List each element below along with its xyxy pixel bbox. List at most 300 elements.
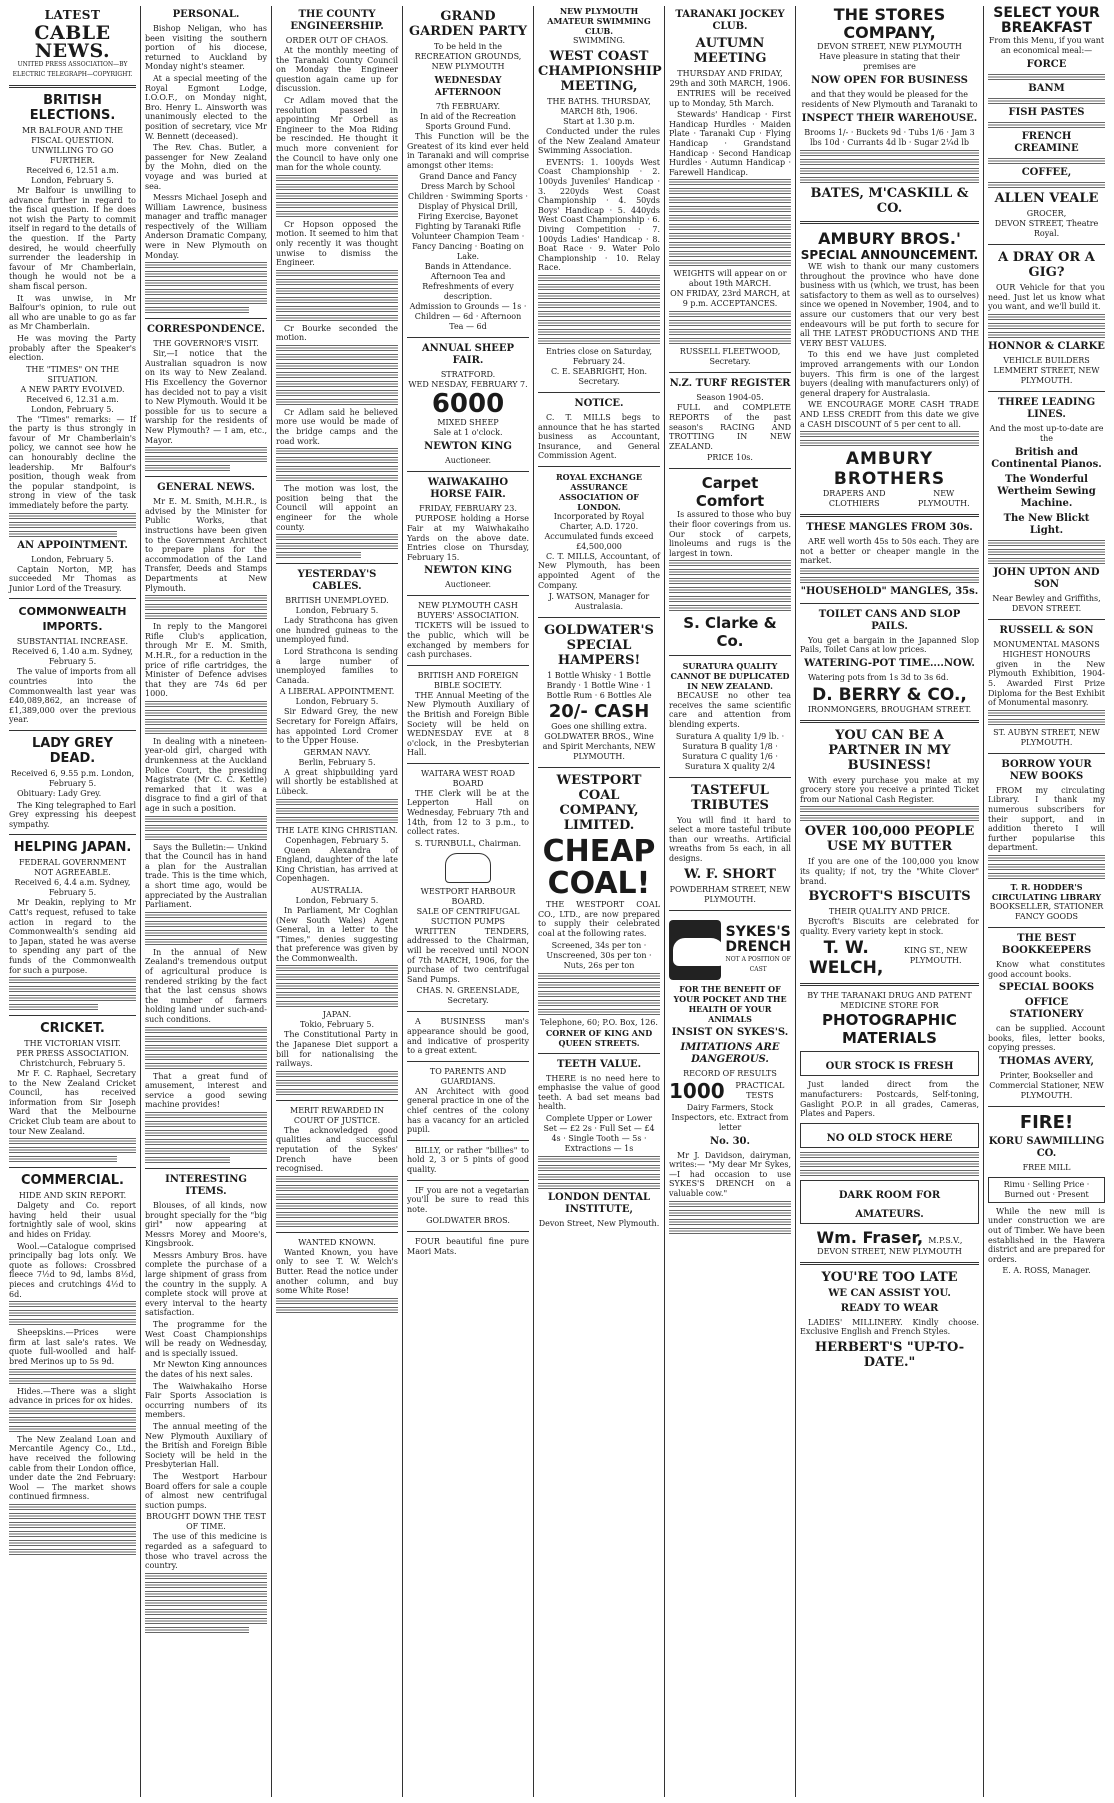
- bates-mccaskill: BATES, M'CASKILL & CO.: [810, 186, 969, 216]
- goldwater-hampers-title: GOLDWATER'S SPECIAL HAMPERS!: [544, 623, 654, 669]
- teeth-title: TEETH VALUE.: [556, 1058, 642, 1070]
- paragraph: Know what constitutes good account books.: [988, 959, 1105, 979]
- stock-fresh-box: [800, 1051, 979, 1076]
- paragraph: THERE is no need here to emphasise the value of good teeth. A bad set means bad health.: [538, 1073, 660, 1112]
- watering-pot-title: WATERING-POT TIME....NOW.: [804, 658, 975, 670]
- veale-sub: GROCER,: [1026, 209, 1067, 218]
- sheep-fair-title: ANNUAL SHEEP FAIR.: [421, 343, 515, 367]
- veale-addr: DEVON STREET, Theatre Royal.: [994, 219, 1099, 238]
- sykes-no: No. 30.: [710, 1135, 750, 1147]
- sykes-insist: INSIST ON SYKES'S.: [671, 1026, 789, 1038]
- column-county-engineership: [273, 6, 401, 1797]
- paragraph: Watering pots from 1s 3d to 3s 6d.: [808, 673, 949, 683]
- paragraph: Cr Bourke seconded the motion.: [276, 323, 398, 343]
- newspaper-page: [6, 6, 1108, 1797]
- heading-general-news: GENERAL NEWS.: [157, 482, 255, 494]
- coal-corner: CORNER OF KING AND QUEEN STREETS.: [545, 1027, 653, 1048]
- subheading: THE GOVERNOR'S VISIT.: [153, 339, 259, 349]
- jockey-sign: RUSSELL FLEETWOOD, Secretary.: [679, 347, 781, 367]
- paragraph: Mr Deakin, replying to Mr Catt's request, refused to take action in regard to the Commonwealth's sending aid to Japan, stated he was averse to spending any part of the funds of the Commonwealth for such a purpose.: [9, 898, 136, 975]
- bycroft-title: BYCROFT'S BISCUITS: [808, 889, 971, 905]
- paragraph: The Constitutional Party in the Japanese Diet support a bill for nationalising the railways.: [276, 1030, 398, 1069]
- suratura-prices: Suratura A quality 1/9 lb. · Suratura B quality 1/8 · Suratura C quality 1/6 · Suratura X quality 2/4: [675, 731, 785, 771]
- koru-sawmilling: KORU SAWMILLING CO.: [988, 1135, 1105, 1159]
- subheading: WANTED KNOWN.: [298, 1237, 376, 1247]
- menu-fish: FISH PASTES: [1008, 107, 1085, 118]
- wertheim: The Wonderful Wertheim Sewing Machine.: [997, 473, 1096, 509]
- dateline: PER PRESS ASSOCIATION. Christchurch, February 5.: [16, 1049, 129, 1069]
- select-breakfast: SELECT YOUR BREAKFAST: [993, 6, 1100, 36]
- paragraph: The acknowledged good qualities and successful reputation of the Sykes' Drench have been recognised.: [276, 1125, 398, 1174]
- jockey-club-title: TARANAKI JOCKEY CLUB.: [675, 9, 785, 32]
- waitara-sign: S. TURNBULL, Chairman.: [414, 838, 522, 848]
- dateline: Received 6, 1.40 a.m. Sydney, February 5.: [12, 647, 133, 667]
- london-dental-addr: Devon Street, New Plymouth.: [538, 1219, 660, 1228]
- fire-table: Rimu · Selling Price · Burned out · Present: [988, 1177, 1105, 1203]
- stores-inspect: INSPECT THEIR WAREHOUSE.: [801, 113, 978, 124]
- paragraph: Says the Bulletin:— Unkind that the Council has in hand a plan for the Australian trade. This is the time which, a short time ago, would be appreciated by the Australian Parliament.: [145, 842, 267, 910]
- fraser-title: M.P.S.V.,: [928, 1235, 963, 1245]
- british-pianos: British and Continental Pianos.: [991, 446, 1102, 470]
- royal-exchange-fund: Accumulated funds exceed £4,500,000: [544, 531, 654, 551]
- paragraph: Bycroft's Biscuits are celebrated for quality. Every variety kept in stock.: [800, 917, 979, 936]
- swim-sign: C. E. SEABRIGHT, Hon. Secretary.: [550, 366, 648, 386]
- paragraph: Blouses, of all kinds, now brought specially for the "big girl" now appearing at Messrs Morey and Moore's, Kingsbrook.: [145, 1200, 267, 1249]
- paragraph: In dealing with a nineteen-year-old girl, charged with drunkenness at the Auckland Police Court, the presiding Magistrate (Mr C. C. Kettle) remarked that it was a disgrace to find a girl of that age in such a position.: [145, 736, 267, 814]
- paragraph: To this end we have just completed improved arrangements with our London buyers. This firm is one of the largest buyers (dealing with manufacturers only) of general drapery for Australasia.: [800, 350, 979, 398]
- parents-title: TO PARENTS AND GUARDIANS.: [429, 1066, 507, 1086]
- special-books: SPECIAL BOOKS: [998, 982, 1095, 994]
- paragraph: At the monthly meeting of the Taranaki County Council on Monday the Engineer question again came up for discussion.: [276, 46, 398, 94]
- ambury-brothers: AMBURY BROTHERS: [833, 449, 946, 490]
- three-leading: THREE LEADING LINES.: [997, 396, 1096, 420]
- best-bookkeepers: THE BEST BOOKKEEPERS: [1001, 932, 1092, 956]
- paragraph: Wanted Known, you have only to see T. W. Welch's Butter. Read the notice under another column, and buy some White Rose!: [276, 1247, 398, 1296]
- clarke-co: S. Clarke & Co.: [683, 614, 777, 651]
- auctioneer-name: NEWTON KING: [424, 565, 512, 577]
- paragraph: In reply to the Mangorei Rifle Club's application, through Mr E. M. Smith, M.H.R., for a reduction in the price of rifle cartridges, the Minister of Defence advises that they are 74s 6d per 1000.: [145, 622, 267, 699]
- hodder-sub: BOOKSELLER, STATIONER FANCY GOODS: [989, 901, 1104, 921]
- paragraph: Lord Strathcona is sending a large number of unemployed families to Canada.: [276, 647, 398, 685]
- dateline: London, February 5.: [31, 554, 114, 564]
- short-addr: POWDERHAM STREET, NEW PLYMOUTH.: [669, 884, 791, 904]
- bible-society-title: BRITISH AND FOREIGN BIBLE SOCIETY.: [417, 670, 519, 690]
- paragraph: A BUSINESS man's appearance should be good, and indicative of prosperity to a great extent.: [407, 1017, 529, 1056]
- no-old-stock: NO OLD STOCK HERE: [826, 1132, 953, 1144]
- swim-events: EVENTS: 1. 100yds West Coast Championship · 2. 100yds Juveniles' Handicap · 3. 220yds West Coast Championship · 4. 50yds Boys' Handicap · 5. 440yds West Coast Championship · 6. Diving Competition · 7. 100yds Ladies' Handicap · 8. Boat Race · 9. Water Polo Championship · 10. Relay Race.: [538, 157, 660, 273]
- heading-personal: PERSONAL.: [172, 9, 240, 20]
- dateline: Tokio, February 5.: [299, 1020, 375, 1030]
- paragraph: The Waiwhakaiho Horse Fair Sports Association is occurring numbers of its members.: [145, 1381, 267, 1420]
- paragraph: C. T. MILLS begs to announce that he has started business as Accountant, Insurance, and General Commission Agent.: [538, 412, 660, 461]
- paragraph: LADIES' MILLINERY. Kindly choose. Exclusive English and French Styles.: [800, 1317, 979, 1337]
- jockey-events: Stewards' Handicap · First Handicap Hurdles · Maiden Plate · Taranaki Cup · Flying Handicap · Grandstand Handicap · Second Handicap Hurdles · Autumn Handicap · Farewell Handicap.: [669, 110, 791, 177]
- paragraph: Cr Adlam said he believed more use would be made of the bridge camps and the road work.: [276, 407, 398, 446]
- garden-party-sub: To be held in the RECREATION GROUNDS, NEW PLYMOUTH: [414, 42, 522, 71]
- heading-commercial: COMMERCIAL.: [20, 1173, 125, 1189]
- waitara-title: WAITARA WEST ROAD BOARD: [421, 768, 515, 788]
- upton-addr: Near Bewley and Griffiths, DEVON STREET.: [992, 593, 1101, 613]
- dateline: Received 6, 9.55 p.m. London, February 5.: [10, 768, 135, 788]
- stores-addr: DEVON STREET, NEW PLYMOUTH: [817, 42, 962, 51]
- toilet-cans-title: TOILET CANS AND SLOP PAILS.: [818, 608, 961, 632]
- paragraph: given in the New Plymouth Exhibition, 1904-5. Awarded First Prize Diploma for the Best Exhibit of Monumental masonry.: [988, 659, 1105, 708]
- royal-exchange-title: ROYAL EXCHANGE ASSURANCE ASSOCIATION OF LONDON.: [556, 471, 642, 512]
- paragraph: The value of imports from all countries into the Commonwealth last year was £40,089,862, an increase of £1,389,000 over the previous year.: [9, 667, 136, 725]
- paragraph: WE wish to thank our many customers throughout the province who have done business with us (which, we trust, has been satisfactory to them as well as to ourselves) since we opened in November, 1904, and to assure our customers that our very best endeavours will be put forth to secure for all THE LATEST PRODUCTIONS AND THE VERY BEST VALUES.: [800, 262, 979, 348]
- subheading: BROUGHT DOWN THE TEST OF TIME.: [146, 1512, 266, 1532]
- sykes-sub: Dairy Farmers, Stock Inspectors, etc. Extract from letter: [671, 1102, 789, 1132]
- garden-party-title: GRAND GARDEN PARTY: [408, 9, 528, 39]
- sheep-fair-kind: MIXED SHEEP: [437, 418, 499, 428]
- paragraph: If you are one of the 100,000 you know its quality; if not, try the "White Clover" brand.: [800, 857, 979, 886]
- ambury-bros-title: AMBURY BROS.': [818, 229, 961, 248]
- heading-county-engineership: THE COUNTY ENGINEERSHIP.: [290, 9, 384, 32]
- column-jockey-club: [666, 6, 794, 1797]
- sykes-benefit: FOR THE BENEFIT OF YOUR POCKET AND THE HEALTH OF YOUR ANIMALS: [673, 983, 787, 1024]
- avery-sub: Printer, Bookseller and Commercial Stationer, NEW PLYMOUTH.: [989, 1070, 1104, 1100]
- paragraph: C. T. MILLS, Accountant, of New Plymouth, has been appointed Agent of the Company.: [538, 551, 660, 590]
- subheading: MERIT REWARDED IN COURT OF JUSTICE.: [290, 1105, 384, 1125]
- dateline: Berlin, February 5.: [298, 757, 376, 767]
- heading-yesterdays-cables: YESTERDAY'S CABLES.: [297, 569, 377, 593]
- sykes-1000: 1000: [669, 1078, 725, 1103]
- turf-register-title: N.Z. TURF REGISTER: [669, 378, 791, 390]
- berry-co: D. BERRY & CO.,: [812, 684, 967, 705]
- dateline: London, February 5.: [295, 895, 379, 905]
- paragraph: BECAUSE no other tea receives the same scientific care and attention from blending experts.: [669, 691, 791, 730]
- three-sub: And the most up-to-date are the: [989, 423, 1104, 443]
- masthead-sub: UNITED PRESS ASSOCIATION—BY ELECTRIC TELEGRAPH—COPYRIGHT.: [12, 61, 133, 78]
- paragraph: BILLY, or rather "billies" to hold 2, 3 or 5 pints of good quality.: [407, 1145, 529, 1174]
- auctioneer-name: NEWTON KING: [424, 441, 512, 453]
- garden-party-items: Grand Dance and Fancy Dress March by School Children · Swimming Sports · Display of Physical Drill, Firing Exercise, Bayonet Fighting by Taranaki Rifle Volunteer Champion Team · Fancy Dancing · Boating on Lake.: [408, 172, 528, 262]
- allen-veale: ALLEN VEALE: [994, 191, 1099, 206]
- short-name: W. F. SHORT: [684, 866, 776, 882]
- paragraph: ENTRIES will be received up to Monday, 5th March.: [669, 89, 791, 108]
- cash-buyers-title: NEW PLYMOUTH CASH BUYERS' ASSOCIATION.: [417, 601, 519, 621]
- harbour-sign: CHAS. N. GREENSLADE, Secretary.: [416, 986, 520, 1006]
- sykes-drench: SYKES'S DRENCH: [725, 923, 792, 955]
- berry-sub: IRONMONGERS, BROUGHAM STREET.: [807, 704, 972, 714]
- paragraph: Dalgety and Co. report having held their usual fortnightly sale of wool, skins and hides on Friday.: [9, 1201, 136, 1240]
- harbour-title: WESTPORT HARBOUR BOARD.: [420, 886, 516, 906]
- subheading: HIDE AND SKIN REPORT.: [18, 1191, 127, 1201]
- coal-prices: Screened, 34s per ton · Unscreened, 30s per ton · Nuts, 26s per ton: [546, 940, 652, 970]
- royal-exchange-sub: Incorporated by Royal Charter, A.D. 1720.: [553, 511, 645, 531]
- heading-lady-grey: LADY GREY DEAD.: [31, 735, 114, 766]
- dark-room: DARK ROOM FOR AMATEURS.: [838, 1189, 941, 1220]
- goldwater-sign: GOLDWATER BROS., Wine and Spirit Merchants, NEW PLYMOUTH.: [542, 732, 656, 762]
- new-light: The New Blickt Light.: [1003, 512, 1090, 536]
- paragraph: WRITTEN TENDERS, addressed to the Chairman, will be received until NOON of 7th MARCH, 1906, for the purchase of two centrifugal Sand Pumps.: [407, 926, 529, 984]
- menu-coffee: COFFEE,: [1021, 167, 1072, 178]
- stores-open: NOW OPEN FOR BUSINESS: [811, 75, 968, 86]
- swim-date: THE BATHS. THURSDAY, MARCH 8th, 1906.: [547, 97, 651, 116]
- household-mangles: "HOUSEHOLD" MANGLES, 35s.: [800, 585, 979, 597]
- swim-start: Start at 1.30 p.m.: [563, 117, 635, 126]
- photographic-materials: PHOTOGRAPHIC MATERIALS: [822, 1011, 957, 1048]
- paragraph: AN Architect with good general practice in one of the chief centres of the colony has a vacancy for an articled pupil.: [407, 1086, 529, 1135]
- paragraph: The use of this medicine is regarded as a safeguard to those who travel across the country.: [145, 1532, 267, 1571]
- harbour-sub: SALE OF CENTRIFUGAL SUCTION PUMPS: [416, 906, 520, 926]
- paragraph: Mr J. Davidson, dairyman, writes:— "My dear Mr Sykes,—I had occasion to use SYKES'S DRENCH on a valuable cow.": [669, 1150, 791, 1198]
- sheep-fair-number: 6000: [431, 389, 505, 420]
- hodder: T. R. HODDER'S CIRCULATING LIBRARY: [991, 881, 1102, 902]
- subheading: MR BALFOUR AND THE FISCAL QUESTION.: [21, 126, 124, 145]
- auctioneer-title: Auctioneer.: [444, 456, 492, 466]
- free-mill: FREE MILL: [1022, 1162, 1071, 1172]
- london-dental: LONDON DENTAL INSTITUTE,: [547, 1192, 650, 1215]
- paragraph: FULL and COMPLETE REPORTS of the past season's RACING AND TROTTING IN NEW ZEALAND.: [669, 403, 791, 451]
- fraser-addr: DEVON STREET, NEW PLYMOUTH: [817, 1246, 962, 1256]
- too-late-title: YOU'RE TOO LATE: [821, 1269, 958, 1285]
- fire-title: FIRE!: [1019, 1111, 1074, 1133]
- ready-to-wear: READY TO WEAR: [840, 1302, 939, 1314]
- subheading: THE LATE KING CHRISTIAN.: [276, 825, 398, 835]
- stores-p2: and that they would be pleased for the residents of New Plymouth and Taranaki to: [801, 90, 978, 109]
- paragraph: The Rev. Chas. Butler, a passenger for New Zealand by the Mohn, died on the voyage and was buried at sea.: [145, 143, 267, 191]
- heading-cricket: CRICKET.: [40, 1021, 105, 1037]
- goldwater-items: 1 Bottle Whisky · 1 Bottle Brandy · 1 Bottle Wine · 1 Bottle Rum · 6 Bottles Ale: [546, 671, 652, 701]
- paragraph: In the annual of New Zealand's tremendous output of agricultural produce is rendered striking by the fact that the last census shows the number of farmers holding land under such-and-such conditions.: [145, 947, 267, 1024]
- no-old-stock-box: [800, 1123, 979, 1148]
- paragraph: The "Times" remarks: — If the party is thus strongly in favour of Mr Chamberlain's policy, we cannot see how he can honourably decline the leadership. Mr Balfour's position, though weak from the popular standpoint, is strong in view of the task immediately before the party.: [9, 414, 136, 511]
- subheading: ORDER OUT OF CHAOS.: [285, 36, 389, 45]
- royal-exchange-sign: J. WATSON, Manager for Australasia.: [548, 592, 650, 612]
- paragraph: In Parliament, Mr Coghlan (New South Wales) Agent General, in a letter to the "Times," denies suggesting that preference was given by the Commonwealth.: [276, 905, 398, 963]
- subheading: UNWILLING TO GO FURTHER.: [31, 146, 114, 165]
- sheep-fair-sale: Sale at 1 o'clock.: [433, 428, 503, 438]
- paragraph: You will find it hard to select a more tasteful tribute than our wreaths. Artificial wreaths from 5s each, in all designs.: [669, 815, 791, 864]
- stores-p1: Have pleasure in stating that their premises are: [819, 52, 960, 71]
- paragraph: PURPOSE holding a Horse Fair at my Waiwhakaiho Yards on the above date. Entries close on Thursday, February 15.: [407, 514, 529, 562]
- jockey-weights: WEIGHTS will appear on or about 19th MARCH.: [673, 269, 787, 289]
- paragraph: The programme for the West Coast Championships will be ready on Wednesday, and is specially issued.: [145, 1320, 267, 1358]
- ambury-special: SPECIAL ANNOUNCEMENT.: [800, 248, 979, 262]
- paragraph: Cr Adlam moved that the resolution passed in appointing Mr Orbell as Engineer to the Moa Riding be rescinded. He thought it much more convenient for the Council to have only one man for the whole county.: [276, 95, 398, 173]
- paragraph: The annual meeting of the New Plymouth Auxiliary of the British and Foreign Bible Society will be held in the Presbyterian Hall.: [145, 1421, 267, 1470]
- heading-appointment: AN APPOINTMENT.: [17, 539, 128, 551]
- paragraph: THE Clerk will be at the Lepperton Hall on Wednesday, February 7th and 14th, from 12 to 3 p.m., to collect rates.: [407, 788, 529, 837]
- paragraph: Mr Balfour is unwilling to advance further in regard to the fiscal question. If he does not wish the Party to commit itself in regard to the details of the question. If the Party desired, he would cheerfully surrender the leadership in favour of Mr Chamberlain, though he would not be a sham fiscal person.: [9, 186, 136, 291]
- menu-banm: BANM: [1028, 83, 1065, 94]
- subheading: GERMAN NAVY.: [303, 747, 371, 757]
- paragraph: Just landed direct from the manufacturers: Postcards, Self-toning, Gaslight P.O.P. in all grades, Cameras, Plates and Papers.: [800, 1080, 979, 1119]
- honnor-sub: VEHICLE BUILDERS: [1003, 355, 1090, 365]
- paragraph: Is assured to those who buy their floor coverings from us. Our stock of carpets, linoleums and rugs is the largest in town.: [669, 510, 791, 558]
- paragraph: THE Annual Meeting of the New Plymouth Auxiliary of the British and Foreign Bible Society will be held on WEDNESDAY EVE at 8 o'clock, in the Presbyterian Hall.: [407, 690, 529, 758]
- paragraph: While the new mill is under construction we are out of Timber. We have been established in the Hawera district and are prepared for orders.: [988, 1206, 1105, 1264]
- dateline: London, February 5.: [295, 606, 379, 616]
- sykes-not: NOT A POSITION OF CAST: [725, 955, 791, 973]
- paragraph: Messrs Ambury Bros. have complete the purchase of a large shipment of grass from the country in the supply. A complete stock will prove at every interval to the hearty satisfaction.: [145, 1250, 267, 1318]
- assist-you: WE CAN ASSIST YOU.: [828, 1287, 951, 1299]
- john-upton: JOHN UPTON AND SON: [993, 566, 1100, 590]
- westport-coal-title: WESTPORT COAL COMPANY, LIMITED.: [556, 773, 642, 834]
- welch-addr: KING ST., NEW PLYMOUTH.: [903, 946, 968, 966]
- menu-cream: FRENCH CREAMINE: [1014, 131, 1079, 154]
- horse-fair-date: FRIDAY, FEBRUARY 23.: [419, 504, 517, 514]
- garden-party-bands: Bands in Attendance.: [424, 262, 512, 272]
- welch-name: T. W. WELCH,: [808, 938, 884, 979]
- paragraph: OUR Vehicle for that you need. Just let us know what you want, and we'll build it.: [988, 283, 1105, 312]
- column-stores-company: [797, 6, 982, 1797]
- paragraph: TICKETS will be issued to the public, which will be exchanged by members for cash purchases.: [407, 621, 529, 660]
- turf-season: Season 1904-05.: [696, 393, 764, 403]
- dateline: London, February 5.: [295, 697, 379, 707]
- paragraph: Mr E. M. Smith, M.H.R., is advised by the Minister for Public Works, that instructions have been given to the Government Architect to prepare plans for the accommodation of the Land Transfer, Deeds and Stamps Departments at New Plymouth.: [145, 497, 267, 593]
- autumn-meeting: AUTUMN MEETING: [693, 36, 767, 66]
- masthead-cable-news: CABLE NEWS.: [34, 22, 111, 62]
- sykes-record: RECORD OF RESULTS: [683, 1068, 777, 1078]
- teeth-prices: Complete Upper or Lower Set — £2 2s · Full Set — £4 4s · Single Tooth — 5s · Extractions — 1s: [543, 1114, 655, 1153]
- dateline: Received 6, 12.51 a.m. London, February 5.: [26, 166, 119, 185]
- aubyn-addr: ST. AUBYN STREET, NEW PLYMOUTH.: [993, 727, 1100, 747]
- swim-sub: SWIMMING.: [572, 36, 626, 45]
- paragraph: At a special meeting of the Royal Egmont Lodge, I.O.O.F., on Monday night, Bro. Henry L. Ainsworth was unanimously elected to the position of secretary, vice Mr W. Bennett (deceased).: [145, 73, 267, 141]
- garden-party-date: WEDNESDAY AFTERNOON: [434, 76, 502, 98]
- paragraph: Conducted under the rules of the New Zealand Amateur Swimming Association.: [538, 127, 660, 156]
- subheading: JAPAN.: [322, 1010, 352, 1020]
- russell-honours: HIGHEST HONOURS: [1002, 649, 1091, 659]
- tasteful-tributes: TASTEFUL TRIBUTES: [691, 782, 769, 813]
- sheep-fair-date: WED NESDAY, FEBRUARY 7.: [408, 380, 528, 390]
- stores-prices: Brooms 1/- · Buckets 9d · Tubs 1/6 · Jam 3 lbs 10d · Currants 4d lb · Sugar 2¼d lb: [804, 128, 975, 147]
- garden-party-admission: Admission to Grounds — 1s · Children — 6d · Afternoon Tea — 6d: [409, 302, 527, 332]
- russell-son: RUSSELL & SON: [999, 624, 1094, 636]
- paragraph: Bishop Neligan, who has been visiting the southern portion of his diocese, returned to Auckland by Monday night's steamer.: [145, 24, 267, 72]
- over-100000: OVER 100,000 PEOPLE USE MY BUTTER: [804, 824, 975, 855]
- column-personal: [142, 6, 270, 1797]
- dateline: Copenhagen, February 5.: [285, 835, 389, 845]
- paragraph: With every purchase you make at my grocery store you receive a printed Ticket from our National Cash Register.: [800, 775, 979, 804]
- bycroft-sub: THEIR QUALITY AND PRICE.: [828, 907, 951, 917]
- goldwater-price: 20/- CASH: [548, 701, 650, 723]
- column-select-breakfast: [985, 6, 1108, 1797]
- paragraph: The Westport Harbour Board offers for sale a couple of almost new centrifugal suction pumps.: [145, 1471, 267, 1510]
- jockey-accept: ON FRIDAY, 23rd MARCH, at 9 p.m. ACCEPTANCES.: [670, 289, 790, 309]
- paragraph: FROM my circulating Library. I thank my numerous subscribers for their support, and in addition thereto I will further popularise this department.: [988, 785, 1105, 853]
- sykes-practical: PRACTICAL TESTS: [735, 1080, 785, 1100]
- paragraph: Mr F. C. Raphael, Secretary to the New Zealand Cricket Council, has received information from Sir Joseph Ward that the Melbourne Cricket Club team are about to tour New Zealand.: [9, 1069, 136, 1136]
- fraser-name: Wm. Fraser,: [816, 1227, 924, 1247]
- paragraph: It was unwise, in Mr Balfour's opinion, to rule out all who are unable to go as far as Mr Chamberlain.: [9, 293, 136, 332]
- select-sub: From this Menu, if you want an economical meal:—: [988, 36, 1105, 55]
- paragraph: Captain Norton, MP, has succeeded Mr Thomas as Junior Lord of the Treasury.: [9, 564, 136, 593]
- subheading: THE VICTORIAN VISIT.: [24, 1039, 121, 1049]
- garden-party-date2: 7th FEBRUARY.: [435, 102, 501, 111]
- masthead-latest: LATEST: [44, 8, 101, 22]
- paragraph: The motion was lost, the position being that the Council will appoint an engineer for the whole county.: [276, 484, 398, 532]
- paragraph: IF you are not a vegetarian you'll be sure to read this note.: [407, 1185, 529, 1214]
- notice-title: NOTICE.: [574, 397, 624, 409]
- dateline: Received 6, 4.4 a.m. Sydney, February 5.: [14, 878, 131, 898]
- paragraph: FOUR beautiful fine pure Maori Mats.: [407, 1237, 529, 1256]
- subheading: BRITISH UNEMPLOYED.: [285, 596, 389, 606]
- paragraph: Sir,—I notice that the Australian squadron is now on its way to New Zealand. His Excellency the Governor has decided not to pay a visit to New Plymouth. Would it be possible for us to secure a warship for the residents of New Plymouth? — I am, etc., Mayor.: [145, 349, 267, 445]
- paragraph: Queen Alexandra of England, daughter of the late King Christian, has arrived at Copenhagen.: [276, 845, 398, 884]
- office-stationery: OFFICE STATIONERY: [1009, 997, 1084, 1021]
- paragraph: The New Zealand Loan and Mercantile Agency Co., Ltd., have received the following cable from their London office, under date the 2nd February: Wool — The market shows continued firmness.: [9, 1434, 136, 1502]
- carpet-comfort-title: Carpet Comfort: [695, 474, 765, 511]
- photo-pre: BY THE TARANAKI DRUG AND PATENT MEDICINE STORE FOR: [807, 991, 972, 1011]
- heading-commonwealth-imports: COMMONWEALTH IMPORTS.: [18, 605, 127, 634]
- paragraph: can be supplied. Account books, files, letter books, copying presses.: [988, 1024, 1105, 1053]
- paragraph: Wool.—Catalogue comprised principally bag lots only. We quote as follows: Crossbred fleece 7½d to 9d, lambs 8½d, pieces and crutchings 4½d to 6d.: [9, 1241, 136, 1299]
- paragraph: Obituary: Lady Grey.: [17, 788, 102, 798]
- paragraph: Messrs Michael Joseph and William Lawrence, business manager and traffic manager respectively of the William Anderson Dramatic Company, were in New Plymouth on Monday.: [145, 193, 267, 260]
- paragraph: Mr Newton King announces the dates of his next sales.: [145, 1360, 267, 1379]
- herberts: HERBERT'S "UP-TO-DATE.": [814, 1339, 965, 1370]
- swim-close: Entries close on Saturday, February 24.: [545, 346, 653, 366]
- sykes-cow-icon: [669, 920, 721, 980]
- paragraph: The King telegraphed to Earl Grey expressing his deepest sympathy.: [9, 800, 136, 829]
- dray-or-gig: A DRAY OR A GIG?: [998, 250, 1095, 280]
- paragraph: ARE well worth 45s to 50s each. They are not a better or cheaper mangle in the market.: [800, 537, 979, 566]
- subheading: A LIBERAL APPOINTMENT.: [279, 687, 395, 697]
- paragraph: WE ENCOURAGE MORE CASH TRADE AND LESS CREDIT from this date we give a CASH DISCOUNT of 5 per cent to all.: [800, 400, 979, 429]
- fire-sign: E. A. ROSS, Manager.: [1002, 1266, 1091, 1276]
- subheading: THE "TIMES" ON THE SITUATION.: [26, 364, 119, 384]
- stores-company-title: THE STORES COMPANY,: [833, 6, 946, 42]
- russell-sub: MONUMENTAL MASONS: [993, 639, 1100, 649]
- paragraph: THE WESTPORT COAL CO., LTD., are now prepared to supply their celebrated coal at the following rates.: [538, 900, 660, 939]
- ambury-town: NEW PLYMOUTH.: [917, 489, 970, 509]
- goldwater-bros: GOLDWATER BROS.: [426, 1216, 510, 1226]
- paragraph: You get a bargain in the Japanned Slop Pails, Toilet Cans at low prices.: [800, 635, 979, 655]
- honnor-clarke: HONNOR & CLARKE: [988, 340, 1105, 352]
- paragraph: A great shipbuilding yard will shortly be established at Lübeck.: [276, 767, 398, 796]
- garden-party-tea: Afternoon Tea and Refreshments of every description.: [422, 272, 514, 302]
- horse-fair-title: WAIWAKAIHO HORSE FAIR.: [427, 477, 509, 501]
- column-garden-party: [404, 6, 532, 1797]
- paragraph: He was moving the Party probably after the Speaker's election.: [9, 333, 136, 363]
- paragraph: Sir Edward Grey, the new Secretary for Foreign Affairs, has appointed Lord Cromer to the Upper House.: [276, 707, 398, 746]
- auctioneer-title: Auctioneer.: [444, 580, 492, 590]
- heading-interesting-items: INTERESTING ITEMS.: [165, 1173, 247, 1197]
- paragraph: Cr Hopson opposed the motion. It seemed to him that only recently it was thought unwise to dismiss the Engineer.: [276, 219, 398, 268]
- paragraph: Hides.—There was a slight advance in prices for ox hides.: [9, 1386, 136, 1406]
- subheading: FEDERAL GOVERNMENT NOT AGREEABLE.: [18, 858, 127, 878]
- heading-helping-japan: HELPING JAPAN.: [13, 840, 132, 856]
- paragraph: Lady Strathcona has given one hundred guineas to the unemployed fund.: [276, 616, 398, 645]
- jockey-date: THURSDAY AND FRIDAY, 29th and 30th MARCH, 1906.: [669, 69, 791, 88]
- swim-club-title: NEW PLYMOUTH AMATEUR SWIMMING CLUB.: [547, 6, 651, 36]
- partner-title: YOU CAN BE A PARTNER IN MY BUSINESS!: [828, 727, 951, 773]
- honnor-addr: LEMMERT STREET, NEW PLYMOUTH.: [993, 365, 1100, 385]
- suratura-title: SURATURA QUALITY CANNOT BE DUPLICATED IN NEW ZEALAND.: [670, 661, 790, 692]
- menu-force: FORCE: [1026, 59, 1067, 70]
- cheap-coal: CHEAP COAL!: [542, 834, 656, 902]
- column-swimming: [535, 6, 663, 1797]
- ambury-trade: DRAPERS AND CLOTHIERS: [822, 489, 886, 509]
- subheading: A NEW PARTY EVOLVED.: [20, 384, 125, 394]
- paragraph: Sheepskins.—Prices were firm at last sale's rates. We quote full-woolled and half-bred Merinos up to 5s 9d.: [9, 1328, 136, 1366]
- sykes-imitations: IMITATIONS ARE DANGEROUS.: [680, 1041, 780, 1065]
- paragraph: This Function will be the Greatest of its kind ever held in Taranaki and will comprise amongst other items:: [407, 132, 529, 170]
- coal-phone: Telephone, 60; P.O. Box, 126.: [540, 1017, 658, 1027]
- goldwater-text: Goes one shilling extra.: [551, 722, 647, 732]
- subheading: AUSTRALIA.: [311, 885, 363, 895]
- coat-of-arms-icon: [445, 853, 491, 883]
- garden-party-text: In aid of the Recreation Sports Ground Fund.: [419, 112, 517, 131]
- sheep-fair-place: STRATFORD.: [440, 370, 496, 380]
- column-cable-news: [6, 6, 139, 1797]
- west-coast-title: WEST COAST CHAMPIONSHIP MEETING,: [538, 49, 662, 94]
- dark-room-box: [800, 1180, 979, 1224]
- mangles-title: THESE MANGLES FROM 30s.: [806, 522, 973, 534]
